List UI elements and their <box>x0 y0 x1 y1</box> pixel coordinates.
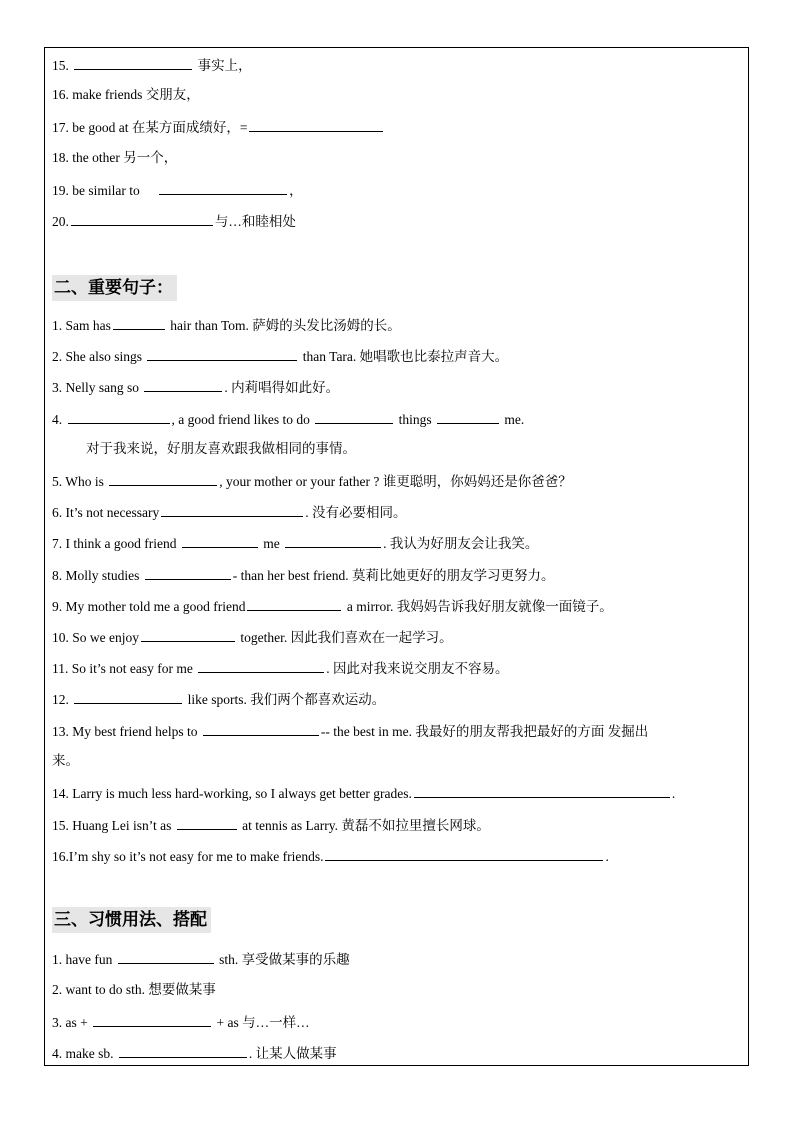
sentence-text: together. 因此我们喜欢在一起学习。 <box>237 630 453 645</box>
sentence-text: . 没有必要相同。 <box>305 505 407 520</box>
answer-blank[interactable] <box>93 1012 211 1027</box>
sentence-text: 1. Sam has <box>52 318 111 333</box>
answer-blank[interactable] <box>414 783 670 798</box>
item-number: 16. <box>52 87 69 102</box>
answer-blank[interactable] <box>198 658 324 673</box>
answer-blank[interactable] <box>74 689 182 704</box>
sentence-text: 13. My best friend helps to <box>52 724 201 739</box>
vocab-item-16 <box>52 86 200 104</box>
item-number: 19. <box>52 183 69 198</box>
sentence-text: . 我认为好朋友会让我笑。 <box>383 536 539 551</box>
usage-text: + as 与…一样… <box>213 1015 310 1030</box>
sentence-text: , your mother or your father ? 谁更聪明，你妈妈还是你爸爸？ <box>219 474 572 489</box>
sentence-text: , a good friend likes to do <box>171 412 314 427</box>
item-text: ， <box>289 183 303 198</box>
answer-blank[interactable] <box>325 846 603 861</box>
sentence-text: a mirror. 我妈妈告诉我好朋友就像一面镜子。 <box>343 599 613 614</box>
item-number: 15. <box>52 58 69 73</box>
sentence-text: 14. Larry is much less hard-working, so I always get better grades. <box>52 786 412 801</box>
usage-text: . 让某人做某事 <box>248 1046 337 1061</box>
item-text: be good at 在某方面成绩好，= <box>72 120 248 135</box>
sentence-text: me <box>259 536 284 551</box>
answer-blank[interactable] <box>145 565 231 580</box>
sentence-text: 8. Molly studies <box>52 568 143 583</box>
vocab-item-15 <box>52 55 252 75</box>
sentence-text: 9. My mother told me a good friend <box>52 599 246 614</box>
answer-blank[interactable] <box>144 377 222 392</box>
answer-blank[interactable] <box>159 180 287 195</box>
sentence-12 <box>52 689 385 709</box>
sentence-text: 12. <box>52 692 73 707</box>
sentence-text: 5. Who is <box>52 474 108 489</box>
usage-text: 3. as + <box>52 1015 92 1030</box>
answer-blank[interactable] <box>109 471 217 486</box>
sentence-1 <box>52 315 401 335</box>
answer-blank[interactable] <box>119 1043 247 1058</box>
sentence-11 <box>52 658 509 678</box>
answer-blank[interactable] <box>147 346 297 361</box>
item-text: 与…和睦相处 <box>214 214 296 229</box>
item-text: 事实上， <box>197 58 252 73</box>
sentence-text: - than her best friend. 莫莉比她更好的朋友学习更努力。 <box>232 568 555 583</box>
usage-text: 4. make sb. <box>52 1046 117 1061</box>
sentence-text: me. <box>501 412 525 427</box>
answer-blank[interactable] <box>161 502 303 517</box>
vocab-item-17 <box>52 117 385 137</box>
vocab-item-19 <box>52 180 303 200</box>
sentence-text: 3. Nelly sang so <box>52 380 143 395</box>
sentence-text: at tennis as Larry. 黄磊不如拉里擅长网球。 <box>238 818 490 833</box>
sentence-4-translation: 对于我来说，好朋友喜欢跟我做相同的事情。 <box>86 441 356 456</box>
answer-blank[interactable] <box>118 949 214 964</box>
answer-blank[interactable] <box>203 721 319 736</box>
sentence-text: 6. It’s not necessary <box>52 505 160 520</box>
vocab-item-20 <box>52 211 296 231</box>
sentence-16 <box>52 846 609 866</box>
sentence-8 <box>52 565 554 585</box>
vocab-item-18 <box>52 149 177 167</box>
sentence-text: . <box>671 786 676 801</box>
usage-text: 1. have fun <box>52 952 116 967</box>
sentence-text: 10. So we enjoy <box>52 630 139 645</box>
sentence-4 <box>52 409 524 429</box>
answer-blank[interactable] <box>68 409 170 424</box>
answer-blank[interactable] <box>249 117 383 132</box>
sentence-7 <box>52 533 538 553</box>
sentence-6 <box>52 502 406 522</box>
sentence-text: like sports. 我们两个都喜欢运动。 <box>184 692 386 707</box>
answer-blank[interactable] <box>285 533 381 548</box>
answer-blank[interactable] <box>247 596 341 611</box>
sentence-text: . <box>605 849 609 864</box>
usage-3 <box>52 1012 310 1032</box>
answer-blank[interactable] <box>315 409 393 424</box>
sentence-text: than Tara. 她唱歌也比泰拉声音大。 <box>299 349 509 364</box>
sentence-text: . 因此对我来说交朋友不容易。 <box>326 661 509 676</box>
answer-blank[interactable] <box>182 533 258 548</box>
sentence-text: . 内莉唱得如此好。 <box>224 380 340 395</box>
answer-blank[interactable] <box>74 55 192 70</box>
answer-blank[interactable] <box>113 315 165 330</box>
section-heading-usage: 三、习惯用法、搭配 <box>52 907 211 933</box>
usage-1 <box>52 949 350 969</box>
sentence-14 <box>52 783 675 803</box>
sentence-10 <box>52 627 453 647</box>
answer-blank[interactable] <box>141 627 235 642</box>
item-text: make friends 交朋友， <box>72 87 200 102</box>
sentence-3 <box>52 377 339 397</box>
item-text: the other 另一个， <box>72 150 178 165</box>
sentence-text: 7. I think a good friend <box>52 536 180 551</box>
answer-blank[interactable] <box>437 409 499 424</box>
item-text: be similar to <box>72 183 140 198</box>
item-number: 17. <box>52 120 69 135</box>
usage-4 <box>52 1043 337 1063</box>
sentence-text: hair than Tom. 萨姆的头发比汤姆的长。 <box>166 318 401 333</box>
sentence-text: 4. <box>52 412 66 427</box>
sentence-text: things <box>395 412 435 427</box>
sentence-text: -- the best in me. 我最好的朋友帮我把最好的方面 发掘出 <box>320 724 649 739</box>
sentence-text: 2. She also sings <box>52 349 146 364</box>
sentence-text: 16.I’m shy so it’s not easy for me to make friends. <box>52 849 324 864</box>
sentence-text: 15. Huang Lei isn’t as <box>52 818 175 833</box>
sentence-15 <box>52 815 490 835</box>
sentence-2 <box>52 346 508 366</box>
section-heading-sentences: 二、重要句子： <box>52 275 177 301</box>
sentence-13-continued: 来。 <box>52 753 79 768</box>
answer-blank[interactable] <box>177 815 237 830</box>
sentence-9 <box>52 596 613 616</box>
usage-2: 2. want to do sth. 想要做某事 <box>52 982 216 997</box>
answer-blank[interactable] <box>71 211 213 226</box>
sentence-text: 11. So it’s not easy for me <box>52 661 197 676</box>
sentence-13 <box>52 721 648 741</box>
usage-text: sth. 享受做某事的乐趣 <box>215 952 350 967</box>
item-number: 20. <box>52 214 69 229</box>
item-number: 18. <box>52 150 69 165</box>
sentence-5 <box>52 471 572 491</box>
